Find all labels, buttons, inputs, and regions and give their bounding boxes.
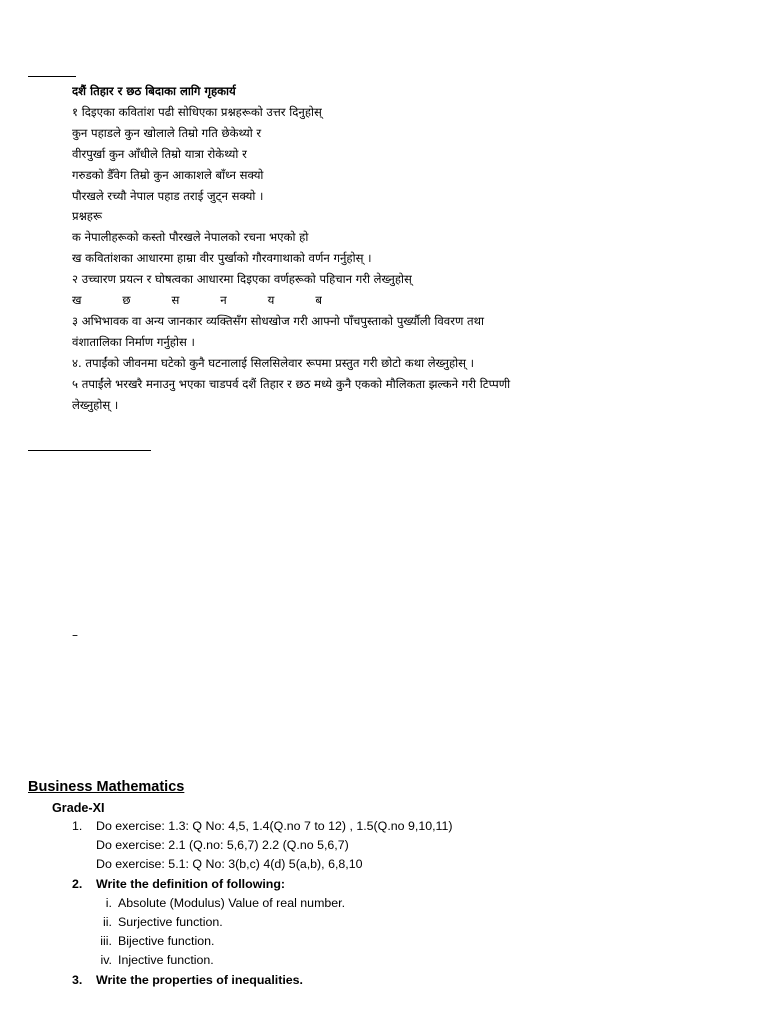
question-5-continued: लेख्नुहोस् । [72,397,119,412]
sub-list-item [0,932,768,951]
letter: ब [315,293,322,308]
definition-item: Absolute (Modulus) Value of real number. [118,895,346,910]
letter: ख [72,293,82,308]
list-item [0,836,768,855]
question-4: ४. तपाईंको जीवनमा घटेको कुनै घटनालाई सिलसिलेवार रूपमा प्रस्तुत गरी छोटो कथा लेख्नुहोस् । [72,355,475,370]
exercise-line: Do exercise: 1.3: Q No: 4,5, 1.4(Q.no 7 to 12) , 1.5(Q.no 9,10,11) [96,819,453,833]
definition-item: Injective function. [118,953,214,968]
roman-numeral: iii. [100,934,112,949]
roman-numeral: ii. [103,914,112,929]
sub-list-item [0,913,768,932]
poem-line: पौरखले रच्यौ नेपाल पहाड तराई जुट्न सक्यो । [72,188,264,203]
letter: स [171,293,180,308]
business-math-heading: Business Mathematics [28,779,185,795]
roman-numeral: iv. [100,953,112,968]
letters-row [72,290,322,311]
poem-line: वीरपुर्खा कुन आँधीले तिम्रो यात्रा रोकेथ्यो र [72,146,247,161]
question-ka: क नेपालीहरूको कस्तो पौरखले नेपालको रचना भएको हो [72,230,309,245]
grade-label: Grade-XI [52,801,105,815]
item-number: 2. [72,876,83,891]
nepali-homework-title: दशैं तिहार र छठ बिदाका लागि गृहकार्य [72,84,236,98]
list-item [0,855,768,874]
sub-list-item [0,894,768,913]
dash-mark: – [72,628,78,642]
poem-line: गरुडको डैँवेग तिम्रो कुन आकाशले बाँध्न सक्यो [72,167,264,182]
letter: छ [122,293,131,308]
question-2: २ उच्चारण प्रयत्न र घोषत्वका आधारमा दिइएका वर्णहरूको पहिचान गरी लेख्नुहोस् [72,272,412,287]
poem-line: कुन पहाडले कुन खोलाले तिम्रो गति छेकेथ्यो र [72,125,262,140]
list-item [0,817,768,836]
sub-list-item [0,951,768,970]
list-item [0,875,768,894]
definition-item: Bijective function. [118,934,215,949]
business-math-list [0,817,768,990]
nepali-line: १ दिइएका कवितांश पढी सोधिएका प्रश्नहरूको उत्तर दिनुहोस् [72,104,322,119]
letter: य [267,293,275,308]
question-3: ३ अभिभावक वा अन्य जानकार व्यक्तिसँग सोधखोज गरी आफ्नो पाँचपुस्ताको पुर्ख्यौली विवरण तथा [72,313,485,328]
question-text: Write the definition of following: [96,876,286,891]
question-5: ५ तपाईंले भरखरै मनाउनु भएका चाडपर्व दशैं तिहार र छठ मध्ये कुनै एकको मौलिकता झल्कने गरी टिप्पणी [72,376,511,391]
questions-label: प्रश्नहरू [72,209,102,224]
question-kha: ख कवितांशका आधारमा हाम्रा वीर पुर्खाको गौरवगाथाको वर्णन गर्नुहोस् । [72,251,372,266]
roman-numeral: i. [105,895,112,910]
letter: न [220,293,227,308]
exercise-line: Do exercise: 5.1: Q No: 3(b,c) 4(d) 5(a,b), 6,8,10 [96,857,363,872]
horizontal-rule [28,450,151,451]
list-item [0,971,768,990]
question-text: Write the properties of inequalities. [96,972,304,987]
item-number: 3. [72,972,83,987]
horizontal-rule [28,76,76,77]
exercise-line: Do exercise: 2.1 (Q.no: 5,6,7) 2.2 (Q.no 5,6,7) [96,838,349,853]
question-3-continued: वंशातालिका निर्माण गर्नुहोस । [72,334,195,349]
item-number: 1. [72,819,83,833]
definition-item: Surjective function. [118,914,223,929]
nepali-homework-section [72,81,692,416]
